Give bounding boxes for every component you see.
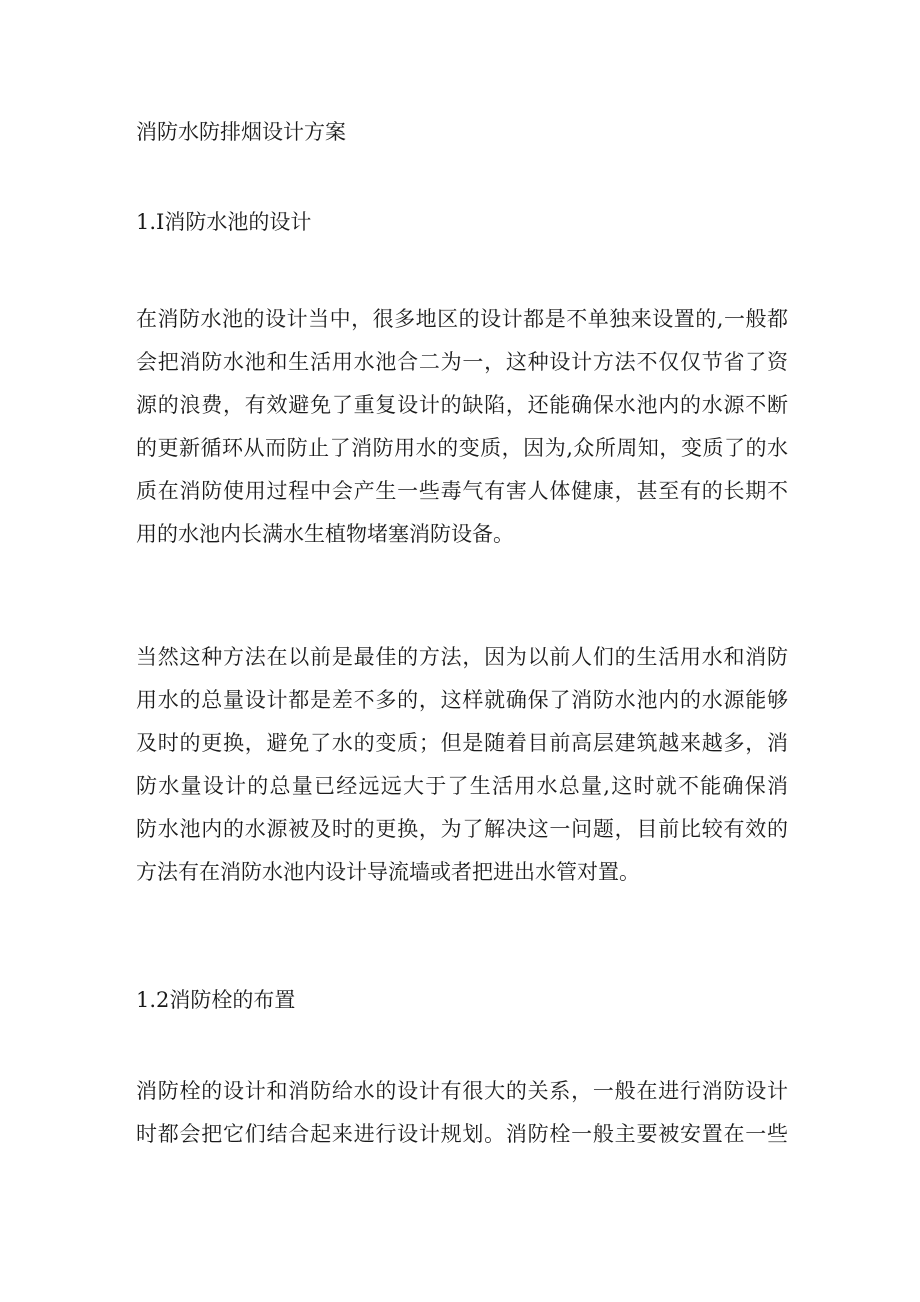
text-line: 用的水池内长满水生植物堵塞消防设备。: [136, 522, 514, 546]
text-line: 防水量设计的总量已经远远大于了生活用水总量,这时就不能确保消: [136, 774, 788, 798]
text-line: 用水的总量设计都是差不多的，这样就确保了消防水池内的水源能够: [136, 688, 788, 712]
text-line: 当然这种方法在以前是最佳的方法，因为以前人们的生活用水和消防: [136, 645, 788, 669]
text-line: 质在消防使用过程中会产生一些毒气有害人体健康，甚至有的长期不: [136, 479, 788, 503]
text-line: 时都会把它们结合起来进行设计规划。消防栓一般主要被安置在一些: [136, 1122, 788, 1146]
text-line: 源的浪费，有效避免了重复设计的缺陷，还能确保水池内的水源不断: [136, 393, 788, 417]
text-line: 会把消防水池和生活用水池合二为一，这种设计方法不仅仅节省了资: [136, 350, 788, 374]
paragraph-water-tank-intro: [136, 298, 788, 556]
text-line: 方法有在消防水池内设计导流墙或者把进出水管对置。: [136, 860, 640, 884]
paragraph-water-tank-solution: [136, 636, 788, 894]
document-title: 消防水防排烟设计方案: [136, 120, 346, 144]
text-line: 防水池内的水源被及时的更换，为了解决这一问题，目前比较有效的: [136, 817, 788, 841]
text-line: 在消防水池的设计当中，很多地区的设计都是不单独来设置的,一般都: [136, 307, 788, 331]
paragraph-hydrant-layout: [136, 1070, 788, 1156]
text-line: 消防栓的设计和消防给水的设计有很大的关系，一般在进行消防设计: [136, 1079, 788, 1103]
section-heading-hydrant: 1.2消防栓的布置: [136, 988, 296, 1012]
text-line: 的更新循环从而防止了消防用水的变质，因为,众所周知，变质了的水: [136, 436, 788, 460]
text-line: 及时的更换，避免了水的变质；但是随着目前高层建筑越来越多，消: [136, 731, 788, 755]
section-heading-water-tank: 1.I消防水池的设计: [136, 210, 312, 234]
